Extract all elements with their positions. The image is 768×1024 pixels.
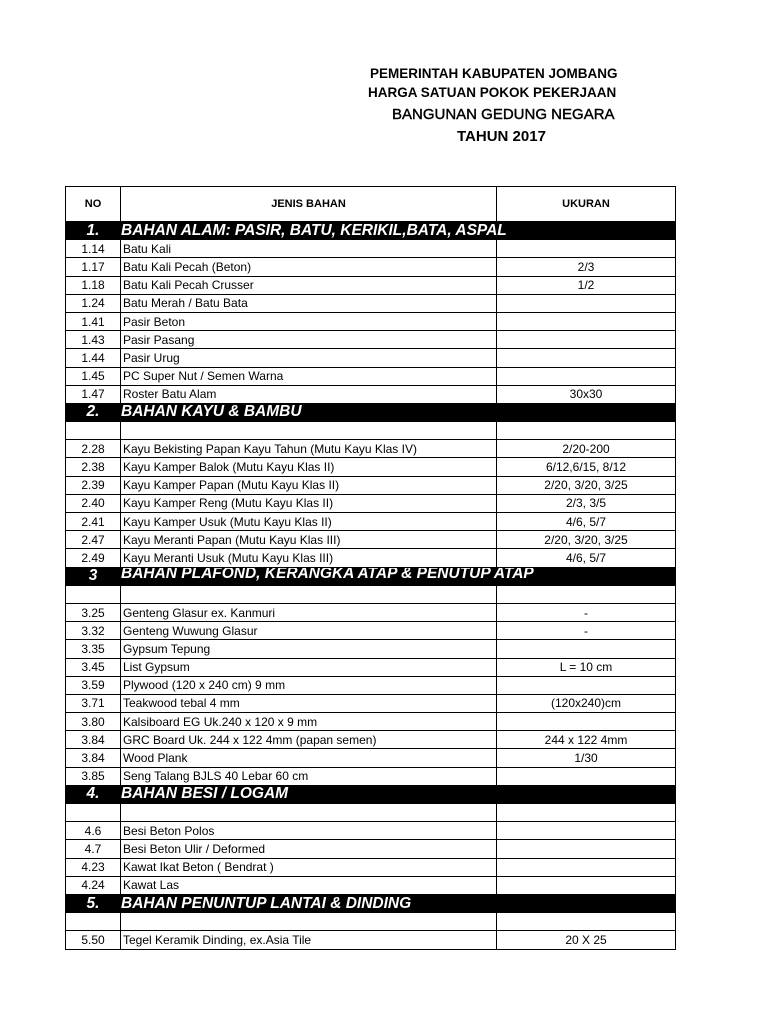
item-size: 2/3, 3/5	[497, 494, 676, 512]
table-row	[66, 676, 676, 694]
table-row	[66, 840, 676, 858]
item-name: Besi Beton Polos	[121, 822, 497, 840]
item-name: Gypsum Tepung	[121, 640, 497, 658]
table-row	[66, 276, 676, 294]
table-row	[66, 367, 676, 385]
section-title: BAHAN ALAM: PASIR, BATU, KERIKIL,BATA, ASPAL	[121, 221, 507, 239]
blank-row	[66, 804, 676, 822]
item-size: 30x30	[497, 385, 676, 403]
table-row	[66, 876, 676, 894]
item-number: 1.43	[66, 331, 121, 349]
item-number: 1.41	[66, 312, 121, 330]
header-line-2: HARGA SATUAN POKOK PEKERJAAN	[368, 85, 617, 100]
item-name: Kayu Kamper Balok (Mutu Kayu Klas II)	[121, 458, 497, 476]
blank-cell	[66, 804, 121, 822]
item-size: 244 x 122 4mm	[497, 731, 676, 749]
item-number: 2.40	[66, 494, 121, 512]
item-number: 1.18	[66, 276, 121, 294]
item-number: 4.23	[66, 858, 121, 876]
item-name: Kawat Las	[121, 876, 497, 894]
item-number: 1.14	[66, 240, 121, 258]
item-size: 20 X 25	[497, 931, 676, 949]
section-header-row	[66, 894, 676, 912]
item-name: Tegel Keramik Dinding, ex.Asia Tile	[121, 931, 497, 949]
item-size	[497, 312, 676, 330]
item-number: 1.44	[66, 349, 121, 367]
material-table	[65, 186, 676, 950]
table-row	[66, 694, 676, 712]
section-number: 5.	[66, 894, 121, 912]
item-number: 4.6	[66, 822, 121, 840]
table-row	[66, 731, 676, 749]
item-number: 4.24	[66, 876, 121, 894]
item-name: Plywood (120 x 240 cm) 9 mm	[121, 676, 497, 694]
section-title-cell	[121, 785, 676, 803]
item-size: 1/2	[497, 276, 676, 294]
header-no: NO	[66, 187, 121, 222]
table-row	[66, 822, 676, 840]
header-ukuran: UKURAN	[497, 187, 676, 222]
item-name: Batu Kali Pecah Crusser	[121, 276, 497, 294]
item-size	[497, 676, 676, 694]
blank-cell	[497, 913, 676, 931]
item-number: 1.17	[66, 258, 121, 276]
item-size	[497, 840, 676, 858]
table-row	[66, 931, 676, 949]
item-number: 3.32	[66, 622, 121, 640]
item-number: 3.59	[66, 676, 121, 694]
item-number: 5.50	[66, 931, 121, 949]
item-size: 2/20, 3/20, 3/25	[497, 476, 676, 494]
table-row	[66, 312, 676, 330]
section-number: 4.	[66, 785, 121, 803]
table-body	[66, 222, 676, 950]
item-number: 4.7	[66, 840, 121, 858]
item-size	[497, 876, 676, 894]
item-size: 2/20-200	[497, 440, 676, 458]
table-row	[66, 713, 676, 731]
item-name: Pasir Pasang	[121, 331, 497, 349]
blank-cell	[121, 585, 497, 603]
item-name: Genteng Wuwung Glasur	[121, 622, 497, 640]
item-size: 6/12,6/15, 8/12	[497, 458, 676, 476]
table-row	[66, 240, 676, 258]
section-title: BAHAN BESI / LOGAM	[121, 785, 289, 803]
item-number: 3.85	[66, 767, 121, 785]
item-number: 2.49	[66, 549, 121, 567]
item-size: 4/6, 5/7	[497, 513, 676, 531]
item-number: 1.45	[66, 367, 121, 385]
table-row	[66, 385, 676, 403]
item-size	[497, 331, 676, 349]
item-number: 2.28	[66, 440, 121, 458]
item-name: Kayu Meranti Papan (Mutu Kayu Klas III)	[121, 531, 497, 549]
header-year: TAHUN 2017	[457, 128, 546, 145]
item-number: 3.35	[66, 640, 121, 658]
table-row	[66, 494, 676, 512]
section-title: BAHAN KAYU & BAMBU	[121, 403, 302, 421]
item-name: Kayu Kamper Papan (Mutu Kayu Klas II)	[121, 476, 497, 494]
item-name: PC Super Nut / Semen Warna	[121, 367, 497, 385]
section-title-cell	[121, 567, 676, 585]
blank-cell	[497, 422, 676, 440]
table-row	[66, 749, 676, 767]
blank-cell	[121, 913, 497, 931]
item-size: -	[497, 622, 676, 640]
table-header-row	[66, 187, 676, 222]
item-number: 3.45	[66, 658, 121, 676]
table-row	[66, 767, 676, 785]
section-title: BAHAN PENUNTUP LANTAI & DINDING	[121, 894, 412, 912]
item-number: 3.84	[66, 731, 121, 749]
table-row	[66, 331, 676, 349]
item-name: Kayu Bekisting Papan Kayu Tahun (Mutu Kayu Klas IV)	[121, 440, 497, 458]
item-size: L = 10 cm	[497, 658, 676, 676]
blank-cell	[121, 422, 497, 440]
table-row	[66, 658, 676, 676]
table-row	[66, 622, 676, 640]
header-line-1: PEMERINTAH KABUPATEN JOMBANG	[370, 66, 618, 81]
item-name: Seng Talang BJLS 40 Lebar 60 cm	[121, 767, 497, 785]
item-name: Pasir Urug	[121, 349, 497, 367]
table-row	[66, 549, 676, 567]
item-name: Kayu Meranti Usuk (Mutu Kayu Klas III)	[121, 549, 497, 567]
section-header-row	[66, 403, 676, 421]
item-number: 1.47	[66, 385, 121, 403]
blank-row	[66, 913, 676, 931]
item-number: 3.84	[66, 749, 121, 767]
item-number: 2.38	[66, 458, 121, 476]
item-size: 2/3	[497, 258, 676, 276]
item-name: Kayu Kamper Usuk (Mutu Kayu Klas II)	[121, 513, 497, 531]
item-number: 2.41	[66, 513, 121, 531]
item-number: 3.80	[66, 713, 121, 731]
section-title-cell	[121, 894, 676, 912]
item-size	[497, 767, 676, 785]
item-name: Pasir Beton	[121, 312, 497, 330]
item-size	[497, 713, 676, 731]
table-row	[66, 258, 676, 276]
header-line-3: BANGUNAN GEDUNG NEGARA	[392, 106, 615, 123]
table-row	[66, 294, 676, 312]
item-name: Besi Beton Ulir / Deformed	[121, 840, 497, 858]
item-size	[497, 294, 676, 312]
item-name: Kawat Ikat Beton ( Bendrat )	[121, 858, 497, 876]
table-row	[66, 476, 676, 494]
section-header-row	[66, 567, 676, 585]
blank-cell	[66, 422, 121, 440]
item-size	[497, 240, 676, 258]
section-header-row	[66, 785, 676, 803]
item-size: 1/30	[497, 749, 676, 767]
blank-cell	[66, 585, 121, 603]
item-name: Teakwood tebal 4 mm	[121, 694, 497, 712]
item-size	[497, 640, 676, 658]
item-size: (120x240)cm	[497, 694, 676, 712]
table-row	[66, 440, 676, 458]
item-size	[497, 822, 676, 840]
item-number: 3.25	[66, 603, 121, 621]
table-row	[66, 858, 676, 876]
blank-cell	[497, 804, 676, 822]
item-name: Wood Plank	[121, 749, 497, 767]
table-row	[66, 349, 676, 367]
item-name: GRC Board Uk. 244 x 122 4mm (papan semen)	[121, 731, 497, 749]
item-number: 3.71	[66, 694, 121, 712]
section-number: 1.	[66, 222, 121, 240]
item-size: 4/6, 5/7	[497, 549, 676, 567]
item-name: Batu Kali Pecah (Beton)	[121, 258, 497, 276]
section-header-row	[66, 222, 676, 240]
section-title: BAHAN PLAFOND, KERANGKA ATAP & PENUTUP ATAP	[121, 567, 534, 582]
table-row	[66, 458, 676, 476]
section-number: 3	[66, 567, 121, 585]
item-name: Kayu Kamper Reng (Mutu Kayu Klas II)	[121, 494, 497, 512]
blank-cell	[66, 913, 121, 931]
item-name: List Gypsum	[121, 658, 497, 676]
item-size	[497, 858, 676, 876]
table-row	[66, 531, 676, 549]
item-number: 2.47	[66, 531, 121, 549]
blank-cell	[121, 804, 497, 822]
blank-row	[66, 585, 676, 603]
item-number: 2.39	[66, 476, 121, 494]
item-size: -	[497, 603, 676, 621]
item-number: 1.24	[66, 294, 121, 312]
item-name: Genteng Glasur ex. Kanmuri	[121, 603, 497, 621]
item-name: Batu Kali	[121, 240, 497, 258]
table-row	[66, 603, 676, 621]
item-name: Roster Batu Alam	[121, 385, 497, 403]
item-size: 2/20, 3/20, 3/25	[497, 531, 676, 549]
blank-row	[66, 422, 676, 440]
section-number: 2.	[66, 403, 121, 421]
section-title-cell	[121, 222, 676, 240]
table-row	[66, 640, 676, 658]
item-name: Batu Merah / Batu Bata	[121, 294, 497, 312]
item-size	[497, 349, 676, 367]
table-row	[66, 513, 676, 531]
section-title-cell	[121, 403, 676, 421]
header-jenis-bahan: JENIS BAHAN	[121, 187, 497, 222]
blank-cell	[497, 585, 676, 603]
item-name: Kalsiboard EG Uk.240 x 120 x 9 mm	[121, 713, 497, 731]
item-size	[497, 367, 676, 385]
